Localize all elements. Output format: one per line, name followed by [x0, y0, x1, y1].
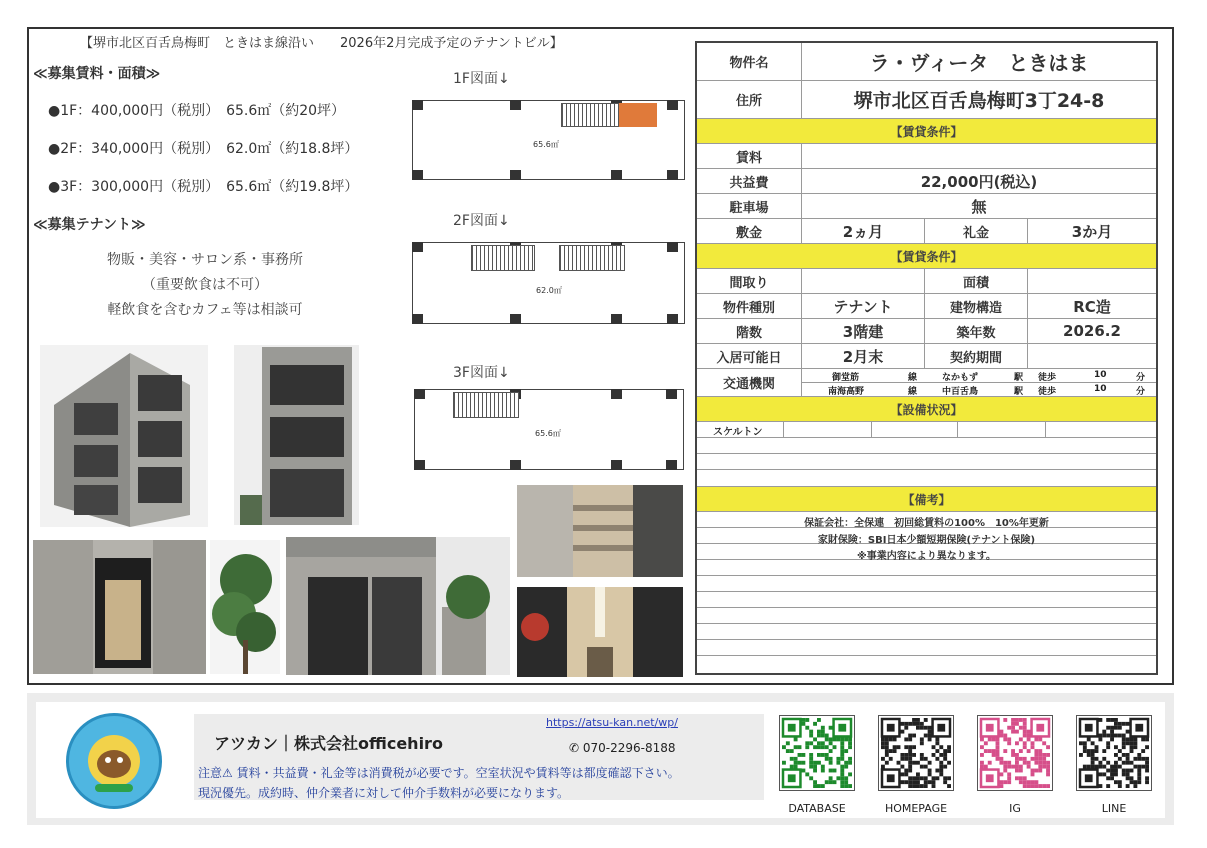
row-common-fee: 共益費 22,000円(税込): [697, 169, 1156, 194]
phone-number: ✆ 070-2296-8188: [569, 741, 676, 755]
company-info: [194, 714, 764, 800]
structure-value: RC造: [1073, 297, 1111, 316]
qr-caption-line: LINE: [1101, 802, 1127, 815]
note-guarantor: 保証会社：全保連 初回総賃料の100% 10%年更新: [804, 518, 1049, 529]
footer-card: [36, 702, 1165, 818]
parking-value: 無: [971, 197, 987, 216]
plan-area-1f: 65.6㎡: [533, 140, 559, 149]
phone-icon: ✆: [569, 741, 583, 755]
qr-caption-database: DATABASE: [788, 802, 846, 815]
header-line: 【堺市北区百舌鳥梅町 ときはま線沿い 2026年2月完成予定のテナントビル】: [80, 36, 563, 51]
row-deposit: 敷金 2ヵ月 礼金 3か月: [697, 219, 1156, 244]
floor-plan-3f: [414, 389, 684, 470]
area-value: [1028, 269, 1156, 293]
notice-line-1: 注意⚠ 賃料・共益費・礼金等は消費税が必要です。空室状況や賃料等は都度確認下さい。: [198, 766, 680, 780]
database-qr-code[interactable]: [779, 715, 855, 791]
notes-header: 【備考】: [697, 487, 1156, 512]
key-money-value: 3か月: [1071, 222, 1113, 241]
note-business: ※事業内容により異なります。: [857, 551, 996, 562]
equipment-row-3: [697, 454, 1156, 470]
staircase-photo: [517, 485, 683, 577]
building-render-perspective: [40, 345, 208, 527]
property-type-value: テナント: [802, 294, 925, 318]
row-transport: 交通機関 御堂筋 線 なかもず 駅 徒歩 10 分 南海高野 線 中百舌鳥 駅 徒歩 10 分: [697, 369, 1156, 397]
company-name: アツカン｜株式会社officehiro: [214, 734, 443, 753]
row-rent: 賃料: [697, 144, 1156, 169]
plan-label-3f: 3F図面↓: [453, 365, 510, 381]
layout-value: [802, 269, 925, 293]
floor-plan-2f: [412, 242, 685, 324]
notes-row-9: [697, 640, 1156, 656]
company-url-link[interactable]: https://atsu-kan.net/wp/: [546, 716, 678, 729]
move-in-value: 2月末: [802, 344, 925, 368]
row-parking: 駐車場 無: [697, 194, 1156, 219]
tree-photo: [210, 540, 280, 674]
rent-row-3f: ●3F：300,000円（税別） 65.6㎡（約19.8坪）: [48, 179, 359, 195]
rent-value: [802, 144, 1156, 168]
rent-section-title: ≪募集賃料・面積≫: [33, 66, 161, 82]
tenant-line-1: 物販・美容・サロン系・事務所: [107, 252, 303, 268]
notes-row-7: [697, 608, 1156, 624]
equipment-header: 【設備状況】: [697, 397, 1156, 422]
building-render-front: [234, 345, 359, 525]
plan-label-2f: 2F図面↓: [453, 213, 510, 229]
instagram-qr-code[interactable]: [977, 715, 1053, 791]
rent-row-2f: ●2F：340,000円（税別） 62.0㎡（約18.8坪）: [48, 141, 359, 157]
notes-row-5: [697, 576, 1156, 592]
tenant-description: [60, 248, 350, 323]
line-qr-code[interactable]: [1076, 715, 1152, 791]
row-address: 住所 堺市北区百舌鳥梅町3丁24-8: [697, 81, 1156, 119]
built-value: 2026.2: [1063, 322, 1121, 340]
qr-caption-homepage: HOMEPAGE: [884, 802, 948, 815]
tenant-line-3: 軽飲食を含むカフェ等は相談可: [107, 302, 303, 318]
row-floors-built: 階数 3階建 築年数 2026.2: [697, 319, 1156, 344]
contract-value: [1028, 344, 1156, 368]
deposit-value: 2ヵ月: [802, 219, 925, 243]
common-fee-value: 22,000円(税込): [920, 172, 1038, 191]
property-info-table: [695, 41, 1158, 675]
equipment-row-1: [697, 422, 1156, 438]
property-address: 堺市北区百舌鳥梅町3丁24-8: [853, 90, 1105, 112]
homepage-qr-code[interactable]: [878, 715, 954, 791]
notice-line-2: 現況優先。成約時、仲介業者に対して仲介手数料が必要になります。: [198, 786, 570, 800]
floors-value: 3階建: [802, 319, 925, 343]
row-move-in-contract: 入居可能日 2月末 契約期間: [697, 344, 1156, 369]
transport-route-2: 南海高野 線 中百舌鳥 駅 徒歩 10 分: [828, 384, 1146, 397]
notes-row-6: [697, 592, 1156, 608]
atsukan-logo: [66, 713, 162, 809]
rent-conditions-header-2: 【賃貸条件】: [697, 244, 1156, 269]
notes-row-8: [697, 624, 1156, 640]
floor-plan-1f: [412, 100, 685, 180]
plan-label-1f: 1F図面↓: [453, 71, 510, 87]
equipment-row-2: [697, 438, 1156, 454]
equipment-item: スケルトン: [713, 427, 763, 438]
plan-area-3f: 65.6㎡: [535, 429, 561, 438]
row-layout-area: 間取り 面積: [697, 269, 1156, 294]
equipment-row-4: [697, 470, 1156, 487]
row-type-structure: 物件種別 テナント 建物構造 RC造: [697, 294, 1156, 319]
interior-corridor-photo: [517, 587, 683, 677]
notes-row-4: [697, 560, 1156, 576]
transport-route-1: 御堂筋 線 なかもず 駅 徒歩 10 分: [802, 369, 1156, 383]
qr-caption-ig: IG: [1009, 802, 1021, 815]
rent-conditions-header: 【賃貸条件】: [697, 119, 1156, 144]
note-insurance: 家財保険：SBI日本少額短期保険(テナント保険): [817, 535, 1036, 546]
footer: [27, 693, 1174, 825]
tenant-line-2: （重要飲食は不可）: [142, 277, 268, 293]
storefront-photo: [286, 537, 510, 675]
tenant-section-title: ≪募集テナント≫: [33, 217, 146, 233]
property-name: ラ・ヴィータ ときはま: [869, 51, 1089, 75]
row-property-name: 物件名 ラ・ヴィータ ときはま: [697, 43, 1156, 81]
plan-area-2f: 62.0㎡: [536, 286, 562, 295]
entrance-photo: [33, 540, 206, 674]
rent-row-1f: ●1F：400,000円（税別） 65.6㎡（約20坪）: [48, 103, 346, 119]
